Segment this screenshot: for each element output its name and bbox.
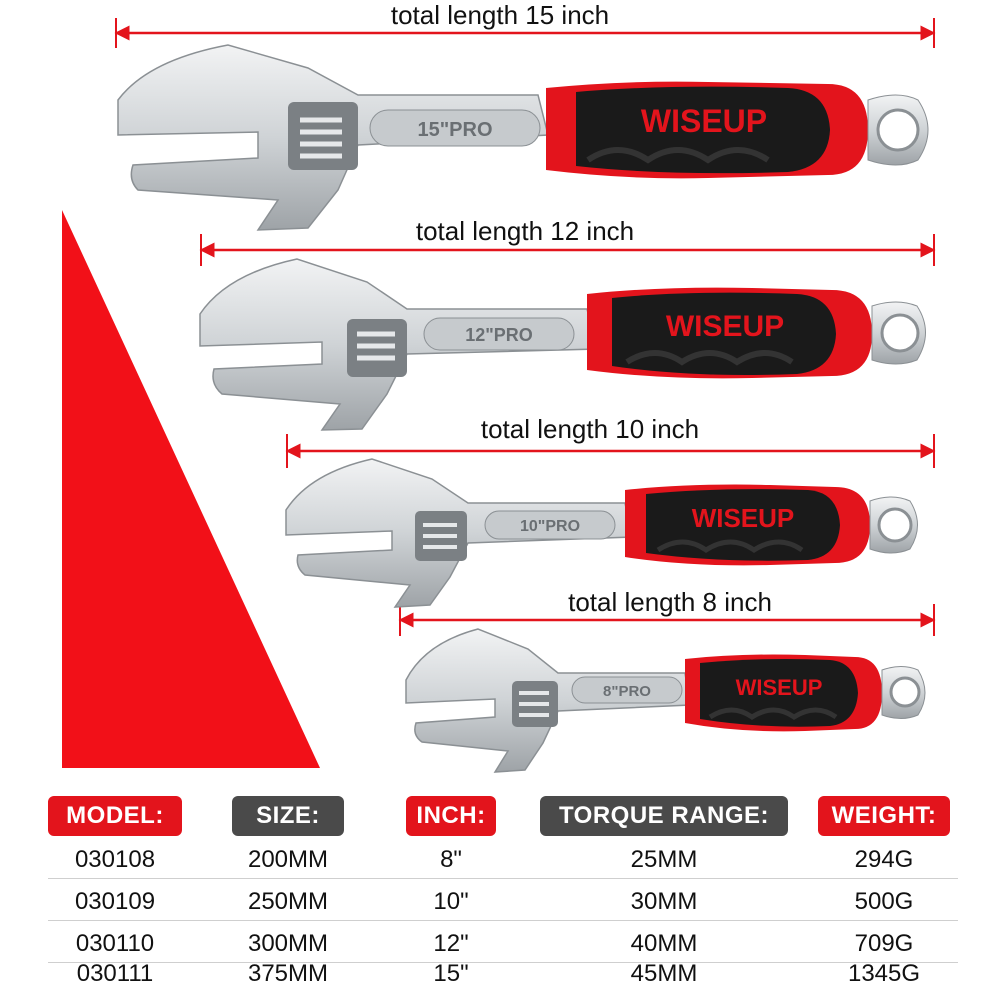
header-inch: INCH: — [406, 796, 496, 836]
cell-weight: 294G — [854, 846, 914, 873]
cell-torque: 40MM — [630, 930, 698, 957]
cell-torque: 30MM — [630, 888, 698, 915]
header-torque-range: TORQUE RANGE: — [540, 796, 788, 836]
wrench-stamp-12: 12"PRO — [465, 325, 533, 345]
cell-size: 300MM — [247, 930, 329, 957]
wrench-stamp-10: 10"PRO — [519, 518, 581, 535]
header-size: SIZE: — [232, 796, 344, 836]
table-row — [0, 956, 1000, 998]
wrench-brand-8: WISEUP — [735, 675, 823, 700]
dimension-label-10: total length 10 inch — [480, 414, 700, 444]
wrench-stamp-15: 15"PRO — [417, 119, 493, 141]
wrench-brand-10: WISEUP — [691, 503, 795, 533]
cell-size: 200MM — [247, 846, 329, 873]
wrench-icon — [280, 455, 935, 610]
wrench-icon — [400, 625, 935, 775]
wrench-brand-12: WISEUP — [665, 310, 785, 343]
dimension-label-8: total length 8 inch — [568, 587, 772, 617]
cell-weight: 500G — [854, 888, 914, 915]
cell-weight: 709G — [854, 930, 914, 957]
cell-torque: 25MM — [630, 846, 698, 873]
cell-inch: 8" — [440, 846, 462, 873]
wrench-brand-15: WISEUP — [640, 103, 768, 139]
cell-model: 030108 — [74, 846, 156, 873]
cell-weight: 1345G — [847, 960, 921, 987]
cell-inch: 10" — [433, 888, 469, 915]
cell-model: 030109 — [74, 888, 156, 915]
wrench-stamp-8: 8"PRO — [603, 683, 651, 700]
cell-size: 375MM — [247, 960, 329, 987]
header-model: MODEL: — [48, 796, 182, 836]
header-weight: WEIGHT: — [818, 796, 950, 836]
wrench-icon — [192, 254, 937, 434]
row-divider — [48, 878, 958, 879]
cell-model: 030111 — [76, 960, 154, 987]
row-divider — [48, 920, 958, 921]
cell-inch: 15" — [433, 960, 469, 987]
cell-model: 030110 — [75, 930, 155, 957]
cell-size: 250MM — [247, 888, 329, 915]
wrench-icon — [108, 40, 938, 240]
dimension-label-12: total length 12 inch — [415, 216, 635, 246]
cell-inch: 12" — [433, 930, 469, 957]
cell-torque: 45MM — [630, 960, 698, 987]
dimension-label-15: total length 15 inch — [390, 0, 610, 30]
